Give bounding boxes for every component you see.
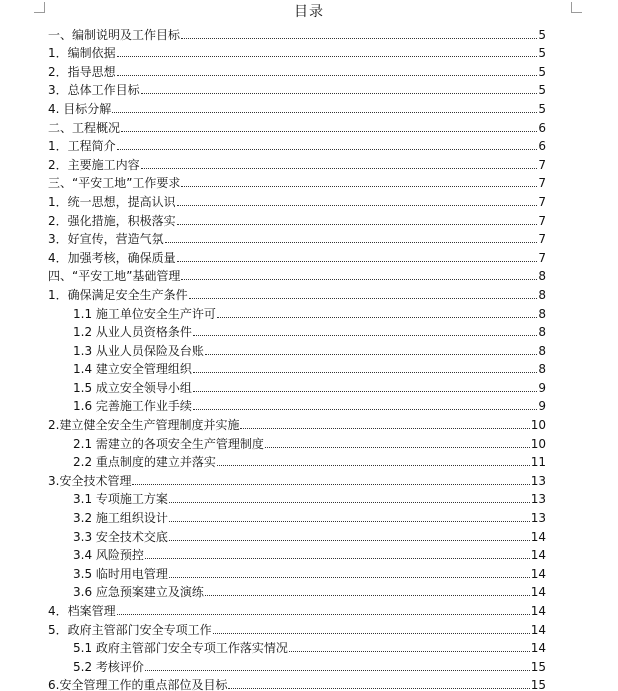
toc-entry[interactable] <box>48 322 546 341</box>
toc-entry[interactable] <box>48 340 546 359</box>
toc-dot-leader <box>181 38 537 39</box>
toc-entry-label: 2.建立健全安全生产管理制度并实施 <box>48 418 240 433</box>
toc-entry-page-number: 10 <box>530 436 546 451</box>
toc-dot-leader <box>169 577 530 578</box>
toc-dot-leader <box>217 317 537 318</box>
toc-dot-leader <box>169 521 530 522</box>
toc-entry-page-number: 8 <box>538 287 546 302</box>
toc-entry[interactable] <box>48 266 546 285</box>
toc-entry[interactable] <box>48 173 546 192</box>
toc-entry[interactable] <box>48 489 546 508</box>
toc-entry-page-number: 13 <box>530 492 546 507</box>
toc-entry[interactable] <box>48 414 546 433</box>
toc-entry[interactable] <box>48 452 546 471</box>
toc-entry[interactable] <box>48 303 546 322</box>
toc-dot-leader <box>193 335 537 336</box>
toc-dot-leader <box>141 93 538 94</box>
toc-entry-page-number: 15 <box>530 659 546 674</box>
toc-entry-label: 1.3 从业人员保险及台账 <box>73 343 204 358</box>
toc-entry-page-number: 8 <box>538 362 546 377</box>
toc-entry-label: 5.1 政府主管部门安全专项工作落实情况 <box>73 641 288 656</box>
toc-entry-page-number: 14 <box>530 622 546 637</box>
toc-entry-label: 4．档案管理 <box>48 604 116 618</box>
toc-entry-page-number: 10 <box>530 418 546 433</box>
toc-dot-leader <box>117 614 530 615</box>
toc-entry-label: 1．确保满足安全生产条件 <box>48 287 188 302</box>
toc-entry-label: 1.6 完善施工作业手续 <box>73 399 192 414</box>
toc-entry-label: 2．指导思想 <box>48 64 116 79</box>
toc-entry-label: 3.6 应急预案建立及演练 <box>73 585 204 600</box>
toc-entry-page-number: 13 <box>530 473 546 488</box>
toc-dot-leader <box>205 595 530 596</box>
toc-entry[interactable] <box>48 359 546 378</box>
toc-entry-label: 2.2 重点制度的建立并落实 <box>73 455 216 470</box>
toc-entry[interactable] <box>48 210 546 229</box>
toc-entry-page-number: 13 <box>530 511 546 526</box>
toc-dot-leader <box>217 465 530 466</box>
toc-entry-page-number: 6 <box>538 139 546 154</box>
toc-entry-page-number: 14 <box>530 641 546 656</box>
toc-dot-leader <box>181 186 537 187</box>
toc-entry-page-number: 9 <box>538 380 546 395</box>
toc-entry-page-number: 8 <box>538 343 546 358</box>
toc-dot-leader <box>177 261 538 262</box>
toc-entry[interactable] <box>48 191 546 210</box>
toc-entry[interactable] <box>48 619 546 638</box>
toc-dot-leader <box>117 56 538 57</box>
toc-entry-page-number: 5 <box>538 27 546 42</box>
toc-dot-leader <box>289 651 530 652</box>
toc-entry-label: 三、“平安工地”工作要求 <box>48 176 181 191</box>
toc-dot-leader <box>117 149 538 150</box>
toc-entry[interactable] <box>48 98 546 117</box>
toc-entry-page-number: 8 <box>538 306 546 321</box>
toc-dot-leader <box>169 540 530 541</box>
toc-entry[interactable] <box>48 526 546 545</box>
toc-dot-leader <box>121 131 537 132</box>
toc-entry-label: 3.5 临时用电管理 <box>73 566 168 581</box>
toc-entry-label: 4. 目标分解 <box>48 101 112 116</box>
toc-entry[interactable] <box>48 433 546 452</box>
toc-entry-page-number: 7 <box>538 176 546 191</box>
toc-entry-label: 2．主要施工内容 <box>48 157 140 172</box>
toc-entry[interactable] <box>48 563 546 582</box>
toc-dot-leader <box>193 372 537 373</box>
toc-entry-page-number: 9 <box>538 399 546 414</box>
toc-entry-page-number: 8 <box>538 325 546 340</box>
toc-entry-page-number: 5 <box>538 83 546 98</box>
toc-dot-leader <box>213 633 530 634</box>
toc-entry[interactable] <box>48 470 546 489</box>
toc-entry-page-number: 7 <box>538 157 546 172</box>
toc-entry[interactable] <box>48 136 546 155</box>
toc-dot-leader <box>177 205 538 206</box>
toc-entry[interactable] <box>48 229 546 248</box>
toc-entry-page-number: 6 <box>538 120 546 135</box>
toc-dot-leader <box>145 670 530 671</box>
toc-entry-label: 5.2 考核评价 <box>73 659 144 674</box>
toc-entry-label: 四、“平安工地”基础管理 <box>48 269 181 284</box>
toc-dot-leader <box>169 502 530 503</box>
toc-entry-label: 1．编制依据 <box>48 46 116 61</box>
toc-dot-leader <box>181 279 537 280</box>
toc-entry-page-number: 7 <box>538 213 546 228</box>
toc-entry-label: 5．政府主管部门安全专项工作 <box>48 622 212 637</box>
toc-entry-page-number: 5 <box>538 64 546 79</box>
toc-dot-leader <box>205 354 537 355</box>
toc-dot-leader <box>165 242 538 243</box>
toc-dot-leader <box>240 428 529 429</box>
toc-entry[interactable] <box>48 24 546 43</box>
toc-entry[interactable] <box>48 61 546 80</box>
toc-entry-page-number: 14 <box>530 604 546 618</box>
toc-entry-page-number: 5 <box>538 101 546 116</box>
toc-entry[interactable] <box>48 582 546 601</box>
toc-entry[interactable] <box>48 80 546 99</box>
toc-entry-label: 2.1 需建立的各项安全生产管理制度 <box>73 436 264 451</box>
toc-entry[interactable] <box>48 600 546 619</box>
toc-entry-label: 3.2 施工组织设计 <box>73 511 168 526</box>
toc-entry[interactable] <box>48 638 546 657</box>
toc-dot-leader <box>141 168 538 169</box>
toc-dot-leader <box>228 688 529 689</box>
toc-dot-leader <box>145 558 530 559</box>
toc-entry-label: 3．好宣传，营造气氛 <box>48 232 164 247</box>
toc-dot-leader <box>193 391 537 392</box>
toc-dot-leader <box>177 224 538 225</box>
toc-dot-leader <box>117 75 538 76</box>
toc-dot-leader <box>265 447 530 448</box>
toc-entry-page-number: 14 <box>530 585 546 600</box>
toc-entry-page-number: 11 <box>530 455 546 470</box>
toc-entry-label: 1.4 建立安全管理组织 <box>73 362 192 377</box>
toc-entry-label: 6.安全管理工作的重点部位及目标 <box>48 678 228 691</box>
toc-entry[interactable] <box>48 43 546 62</box>
toc-entry-label: 2．强化措施，积极落实 <box>48 213 176 228</box>
toc-entry[interactable] <box>48 545 546 564</box>
toc-entry-page-number: 8 <box>538 269 546 284</box>
toc-entry-page-number: 7 <box>538 250 546 265</box>
toc-dot-leader <box>132 484 529 485</box>
toc-entry-label: 3．总体工作目标 <box>48 83 140 98</box>
toc-entry-label: 二、工程概况 <box>48 120 121 135</box>
toc-entry[interactable] <box>48 117 546 136</box>
toc-title: 目录 <box>294 4 324 20</box>
toc-entry-page-number: 7 <box>538 232 546 247</box>
toc-entry-page-number: 5 <box>538 46 546 61</box>
toc-entry-page-number: 14 <box>530 566 546 581</box>
toc-dot-leader <box>193 409 537 410</box>
toc-entry[interactable] <box>48 377 546 396</box>
toc-entry-label: 1.1 施工单位安全生产许可 <box>73 306 216 321</box>
toc-entry-page-number: 14 <box>530 548 546 563</box>
toc-entry-label: 3.3 安全技术交底 <box>73 529 168 544</box>
toc-dot-leader <box>189 298 538 299</box>
toc-entry-label: 3.4 风险预控 <box>73 548 144 563</box>
toc-entry[interactable] <box>48 154 546 173</box>
toc-entry-page-number: 15 <box>530 678 546 691</box>
toc-entry-label: 1.2 从业人员资格条件 <box>73 325 192 340</box>
toc-entry-label: 3.安全技术管理 <box>48 473 132 488</box>
toc-entry[interactable] <box>48 675 546 691</box>
table-of-contents <box>48 24 546 691</box>
toc-entry-label: 3.1 专项施工方案 <box>73 492 168 507</box>
toc-dot-leader <box>112 112 537 113</box>
toc-entry[interactable] <box>48 284 546 303</box>
toc-entry-label: 一、编制说明及工作目标 <box>48 27 181 42</box>
toc-entry-label: 1．工程简介 <box>48 139 116 154</box>
toc-entry[interactable] <box>48 507 546 526</box>
toc-entry-label: 4．加强考核，确保质量 <box>48 250 176 265</box>
toc-entry-label: 1.5 成立安全领导小组 <box>73 380 192 395</box>
toc-entry[interactable] <box>48 656 546 675</box>
toc-entry-page-number: 14 <box>530 529 546 544</box>
toc-entry-label: 1．统一思想，提高认识 <box>48 194 176 209</box>
toc-entry[interactable] <box>48 396 546 415</box>
toc-entry[interactable] <box>48 247 546 266</box>
toc-entry-page-number: 7 <box>538 194 546 209</box>
